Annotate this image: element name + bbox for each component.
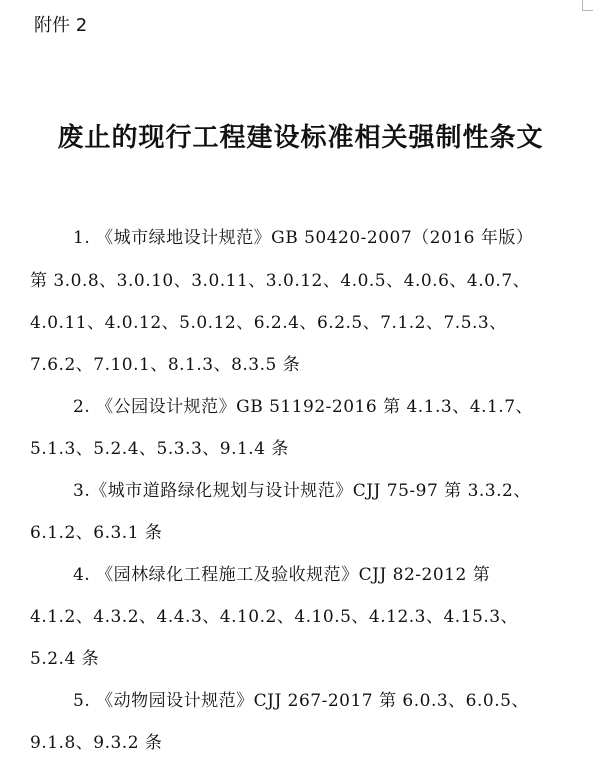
item-1-heading: 1. 《城市绿地设计规范》GB 50420-2007（2016 年版） [73,228,534,248]
item-1-text: 7.6.2、7.10.1、8.1.3、8.3.5 条 [30,355,301,375]
item-2-heading: 2. 《公园设计规范》GB 51192-2016 第 4.1.3、4.1.7、 [73,397,534,417]
item-1-text: 4.0.11、4.0.12、5.0.12、6.2.4、6.2.5、7.1.2、7.5.3、 [30,313,507,333]
item-1-text: 第 3.0.8、3.0.10、3.0.11、3.0.12、4.0.5、4.0.6、4.0.7、 [30,271,531,291]
page-corner-mark [582,0,593,11]
item-5-text: 9.1.8、9.3.2 条 [30,733,163,753]
item-4-text: 4.1.2、4.3.2、4.4.3、4.10.2、4.10.5、4.12.3、4.15.3、 [30,607,519,627]
item-3-text: 6.1.2、6.3.1 条 [30,523,163,543]
item-4-heading: 4. 《园林绿化工程施工及验收规范》CJJ 82-2012 第 [73,565,491,585]
item-2-text: 5.1.3、5.2.4、5.3.3、9.1.4 条 [30,439,289,459]
document-title: 废止的现行工程建设标准相关强制性条文 [57,123,544,153]
item-5-heading: 5. 《动物园设计规范》CJJ 267-2017 第 6.0.3、6.0.5、 [73,691,529,711]
item-4-text: 5.2.4 条 [30,649,100,669]
attachment-label: 附件 2 [34,15,88,36]
item-3-heading: 3.《城市道路绿化规划与设计规范》CJJ 75-97 第 3.3.2、 [73,481,531,501]
